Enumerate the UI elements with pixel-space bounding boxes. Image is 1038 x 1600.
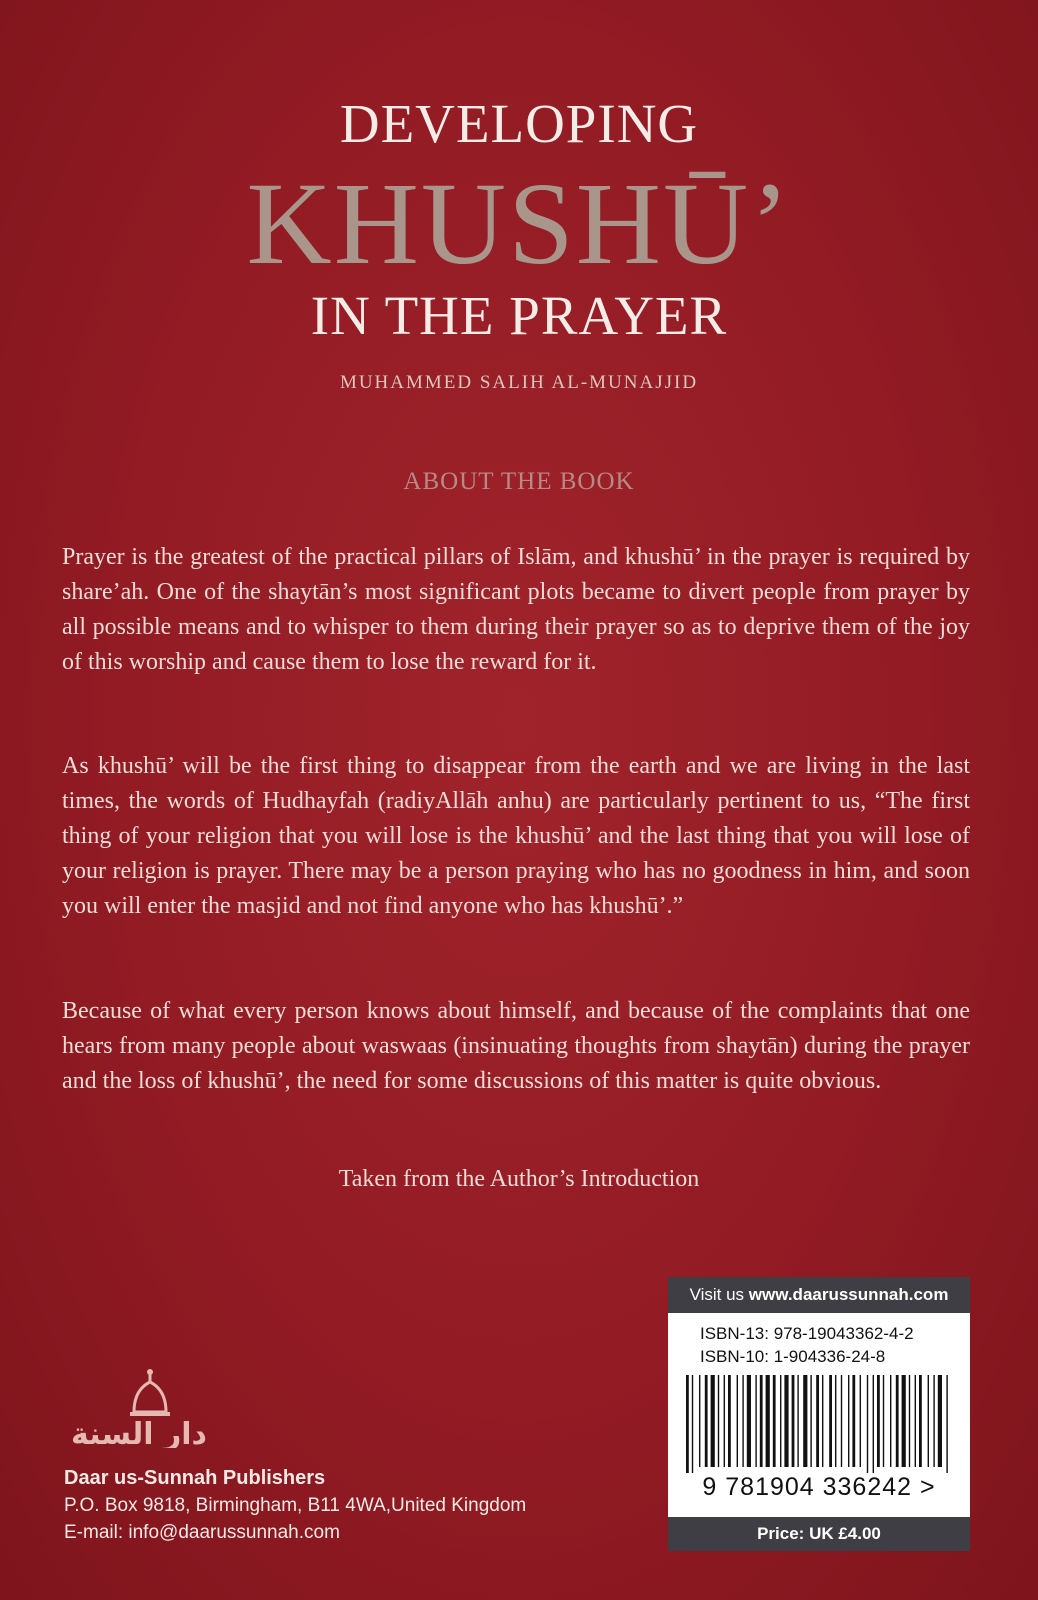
publisher-email: E-mail: info@daarussunnah.com [64,1522,340,1543]
title-line-developing: DEVELOPING [339,93,699,154]
about-heading: ABOUT THE BOOK [403,468,635,495]
author-name: MUHAMMED SALIH AL-MUNAJJID [339,372,699,393]
blurb-paragraph: As khushū’ will be the first thing to disappear from the earth and we are living in the last times, the words of Hudhayfah (radiyAllāh anhu) are particularly pertinent to us, “The first thing of your religion that you will lose is the khushū’ and the last thing that you will lose of your religion is prayer. There may be a person praying who has no goodness in him, and soon you will enter the masjid and not find anyone who has khushū’.” [62,753,970,919]
website-url: www.daarussunnah.com [748,1285,949,1304]
publisher-address: P.O. Box 9818, Birmingham, B11 4WA,United Kingdom [64,1495,527,1516]
isbn-10: ISBN-10: 1-904336-24-8 [700,1347,886,1366]
attribution: Taken from the Author’s Introduction [338,1166,700,1192]
isbn-barcode-box [668,1277,970,1551]
blurb-paragraph: Prayer is the greatest of the practical pillars of Islām, and khushū’ in the prayer is required by share’ah. One of the shaytān’s most significant plots became to divert people from prayer by all possible means and to whisper to them during their prayer so as to deprive them of the joy of this worship and cause them to lose the reward for it. [62,544,970,675]
publisher-logo [64,1368,214,1448]
title-line-in-the-prayer: IN THE PRAYER [310,285,728,346]
visit-prefix: Visit us [689,1285,745,1304]
mosque-dome-icon [64,1368,214,1448]
blurb-paragraph: Because of what every person knows about himself, and because of the complaints that one hears from many people about waswaas (insinuating thoughts from shaytān) during the prayer and the loss of khushū’, the need for some discussions of this matter is quite obvious. [62,998,970,1094]
title-line-khushu: KHUSHŪ’ [246,158,792,289]
price-banner: Price: UK £4.00 [668,1517,970,1551]
barcode-icon [682,1375,956,1475]
publisher-name: Daar us-Sunnah Publishers [64,1467,326,1489]
publisher-logo-text: دار السنة [71,1417,207,1448]
barcode-digits: 9 781904 336242 > [702,1473,936,1501]
website-banner [668,1277,970,1313]
isbn-13: ISBN-13: 978-19043362-4-2 [700,1324,914,1343]
publisher-info [64,1464,526,1546]
